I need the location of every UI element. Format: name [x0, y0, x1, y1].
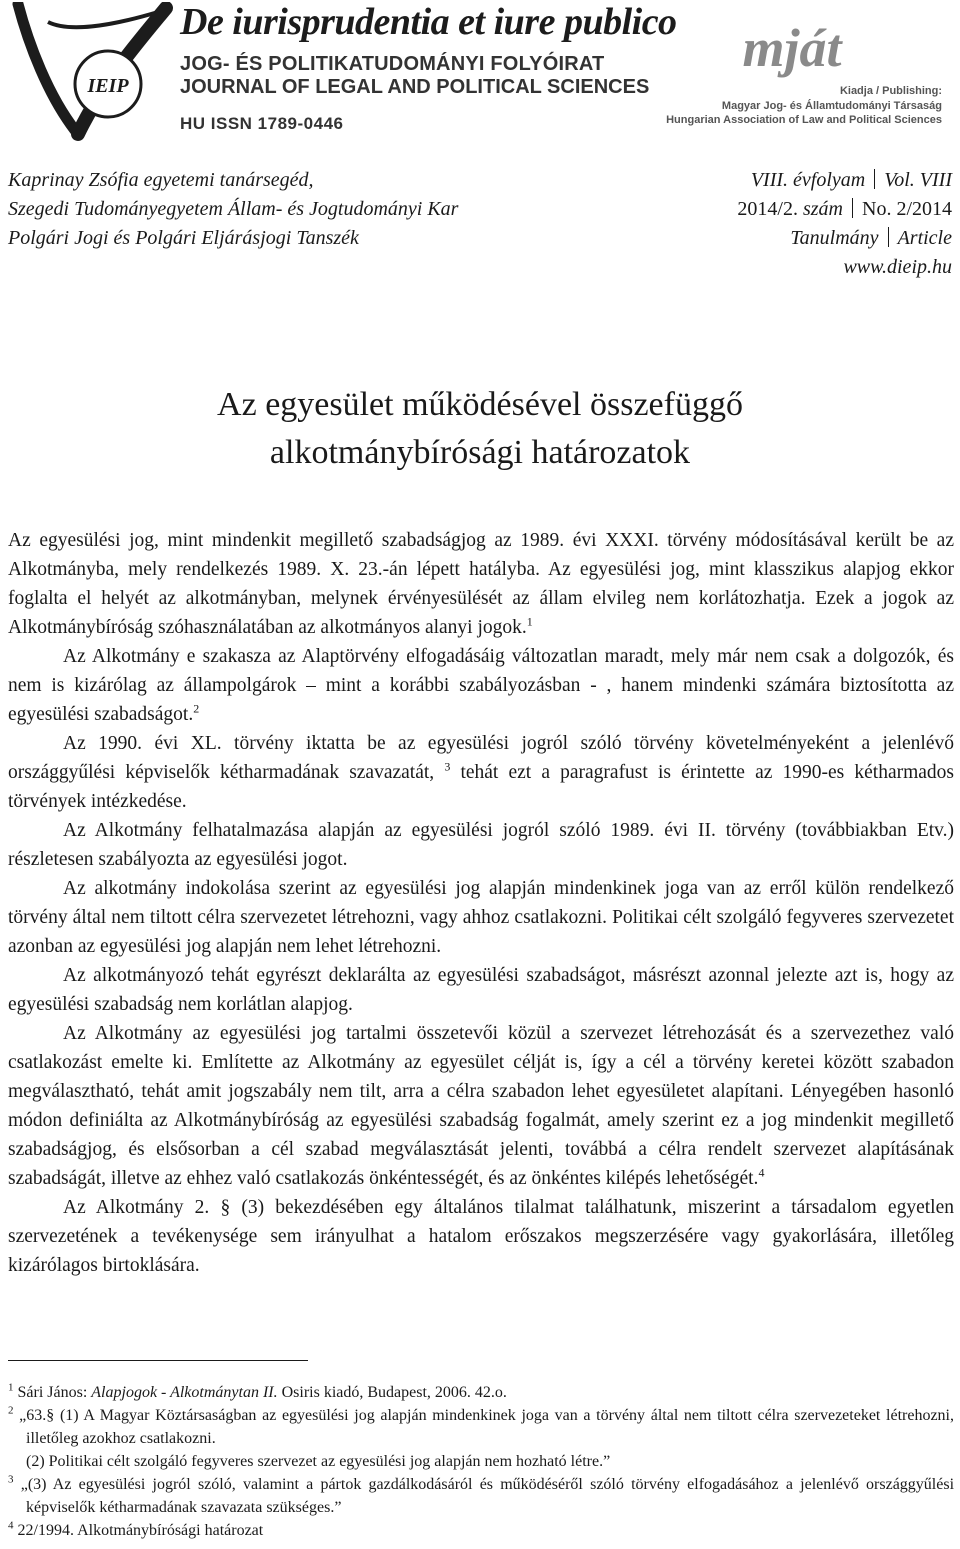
author-line-3: Polgári Jogi és Polgári Eljárásjogi Tanszék	[8, 227, 359, 249]
title-line-2: alkotmánybírósági határozatok	[269, 433, 691, 471]
footnote-4	[8, 1519, 954, 1542]
paragraph-text: Az Alkotmány az egyesülési jog tartalmi összetevői közül a szervezet létrehozását és a szervezethez való csatlakozást emelte ki. Említette az Alkotmány az egyesület célját is, így a cél a törvény keretei között szabadon megválasztható, tehát amit jogszabály nem tilt, arra a célra szabadon lehet egyesületet alapítani. Lényegében hasonló módon definiálta az Alkotmánybíróság az egyesülési szabadság fogalmát, amely szerint ez a jog mindenkit megillető szabadságjog, és elsősorban a cél szabad megválasztását jelenti, továbbá a célra rendelt szervezet alapításának szabadságát, illetve az ehhez való csatlakozás önkéntességét, és az önkéntes kilépés lehetőségét.	[8, 1023, 954, 1189]
masthead	[0, 0, 960, 150]
paragraph-2	[8, 642, 954, 729]
footnote-1	[8, 1381, 954, 1404]
author-line-1: Kaprinay Zsófia egyetemi tanársegéd,	[8, 169, 314, 191]
publisher-block	[666, 84, 942, 128]
footnote-divider	[8, 1360, 308, 1361]
publisher-name-en: Hungarian Association of Law and Political Sciences	[666, 114, 942, 126]
footnote-text: „63.§ (1) A Magyar Köztársaságban az egyesülési jog alapján mindenkinek joga van a törvény által nem tiltott célra szervezeteket létrehozni, illetőleg azokhoz csatlakozni.	[19, 1407, 954, 1447]
footnote-text: Osiris kiadó, Budapest, 2006. 42.o.	[277, 1384, 507, 1401]
volume-en: Vol. VIII	[884, 169, 952, 191]
article-title	[0, 381, 960, 477]
footnote-text: Sári János:	[17, 1384, 92, 1401]
footnote-text: 22/1994. Alkotmánybírósági határozat	[17, 1522, 264, 1539]
issue-hu-word: szám	[802, 198, 843, 220]
paragraph-6: Az alkotmányozó tehát egyrészt deklarálta az egyesülési szabadságot, másrészt azonnal jelezte azt is, hogy az egyesülési szabadság nem korlátlan alapjog.	[8, 965, 954, 1015]
journal-subtitle-hu: JOG- ÉS POLITIKATUDOMÁNYI FOLYÓIRAT	[180, 53, 605, 75]
paragraph-text: Az 1990. évi XL. törvény iktatta be az egyesülési jogról szóló törvény követelményeként a jelenlévő országgyűlési képviselők kétharmadának szavazatát,	[8, 733, 954, 783]
author-block	[8, 166, 458, 253]
publisher-name-hu: Magyar Jog- és Államtudományi Társaság	[721, 99, 942, 112]
author-line-2: Szegedi Tudományegyetem Állam- és Jogtudományi Kar	[8, 198, 459, 220]
footnotes	[8, 1381, 954, 1542]
footnote-number: 4	[8, 1519, 14, 1532]
title-line-1: Az egyesület működésével összefüggő	[217, 385, 743, 423]
article-body	[8, 526, 954, 1280]
footnote-ref[interactable]: 4	[758, 1165, 765, 1180]
paragraph-text: tehát ezt a paragrafust is érintette az 1990-es kétharmados törvények intézkedése.	[8, 762, 955, 812]
issue-line	[737, 195, 952, 224]
footnote-ref[interactable]: 1	[526, 614, 533, 629]
publisher-label: Kiadja / Publishing:	[839, 85, 942, 97]
type-line	[737, 224, 952, 253]
paragraph-1	[8, 526, 954, 642]
paragraph-4: Az Alkotmány felhatalmazása alapján az egyesülési jogról szóló 1989. évi II. törvény (továbbiakban Etv.) részletesen szabályozta az egyesülési jogot.	[8, 820, 954, 870]
footnote-3	[8, 1473, 954, 1519]
volume-hu: VIII. évfolyam	[750, 169, 866, 191]
footnote-number: 3	[8, 1473, 14, 1486]
issue-en: No. 2/2014	[862, 198, 952, 220]
footnote-number: 2	[8, 1404, 14, 1417]
journal-title: De iurisprudentia et iure publico	[180, 1, 677, 43]
paragraph-5: Az alkotmány indokolása szerint az egyesülési jog alapján mindenkinek joga van az erről külön rendelkező törvény által nem tiltott célra szervezetet létrehozni, vagy ahhoz csatlakozni. Politikai célt szolgáló fegyveres szervezetet azonban az egyesülési jog alapján nem lehet létrehozni.	[8, 878, 954, 957]
separator	[852, 198, 853, 218]
crest-text: IEIP	[87, 75, 129, 97]
separator	[888, 227, 889, 247]
paragraph-text: Az egyesülési jog, mint mindenkit megillető szabadságjog az 1989. évi XXXI. törvény módosításával került be az Alkotmányba, mely rendelkezés 1989. X. 23.-án lépett hatályba. Az egyesülési jog, mint klasszikus alapjog ekkor foglalta el helyét az alkotmányban, melynek érvényesülését az állam elvileg nem korlátozhatja. Ezek a jogok az Alkotmánybíróság szóhasználatában az alkotmányos alanyi jogok.	[8, 530, 954, 638]
footnote-2-continued: (2) Politikai célt szolgáló fegyveres szervezet az egyesülési jog alapján nem hozható létre.”	[26, 1453, 611, 1470]
separator	[874, 169, 875, 189]
paragraph-8: Az Alkotmány 2. § (3) bekezdésében egy általános tilalmat találhatunk, miszerint a társadalom egyetlen szervezetének a tevékenysége sem irányulhat a hatalom erőszakos megszerzésére vagy gyakorlására, illetőleg kizárólagos birtoklására.	[8, 1197, 954, 1276]
publisher-logo	[712, 10, 872, 80]
publisher-logo-text: mját	[742, 18, 842, 78]
issue-hu-num: 2014/2.	[737, 198, 798, 220]
volume-line	[737, 166, 952, 195]
issue-meta	[737, 166, 952, 282]
paragraph-text: Az Alkotmány e szakasza az Alaptörvény elfogadásáig változatlan maradt, mely már nem csak a dolgozók, és nem is kizárólag az állampolgárok – mint a korábbi szabályozásban - , hanem mindenki számára biztosította az egyesülési szabadságot.	[8, 646, 954, 725]
paragraph-3	[8, 729, 954, 816]
footnote-number: 1	[8, 1381, 14, 1394]
issn: HU ISSN 1789-0446	[180, 114, 344, 133]
type-en: Article	[897, 227, 952, 249]
journal-subtitle-en: JOURNAL OF LEGAL AND POLITICAL SCIENCES	[180, 76, 650, 98]
footnote-ref[interactable]: 3	[444, 759, 451, 774]
footnote-book-title: Alapjogok - Alkotmánytan II.	[91, 1384, 278, 1401]
website-link[interactable]: www.dieip.hu	[843, 256, 952, 278]
footnote-2	[8, 1404, 954, 1450]
paragraph-7	[8, 1019, 954, 1193]
footnote-ref[interactable]: 2	[193, 701, 200, 716]
type-hu: Tanulmány	[790, 227, 879, 249]
journal-crest-logo	[8, 2, 178, 142]
footnote-text: „(3) Az egyesülési jogról szóló, valamint a pártok gazdálkodásáról és működéséről szóló törvény elfogadásához a jelenlévő országgyűlési képviselők kétharmadának szavazata szükséges.”	[20, 1476, 955, 1516]
